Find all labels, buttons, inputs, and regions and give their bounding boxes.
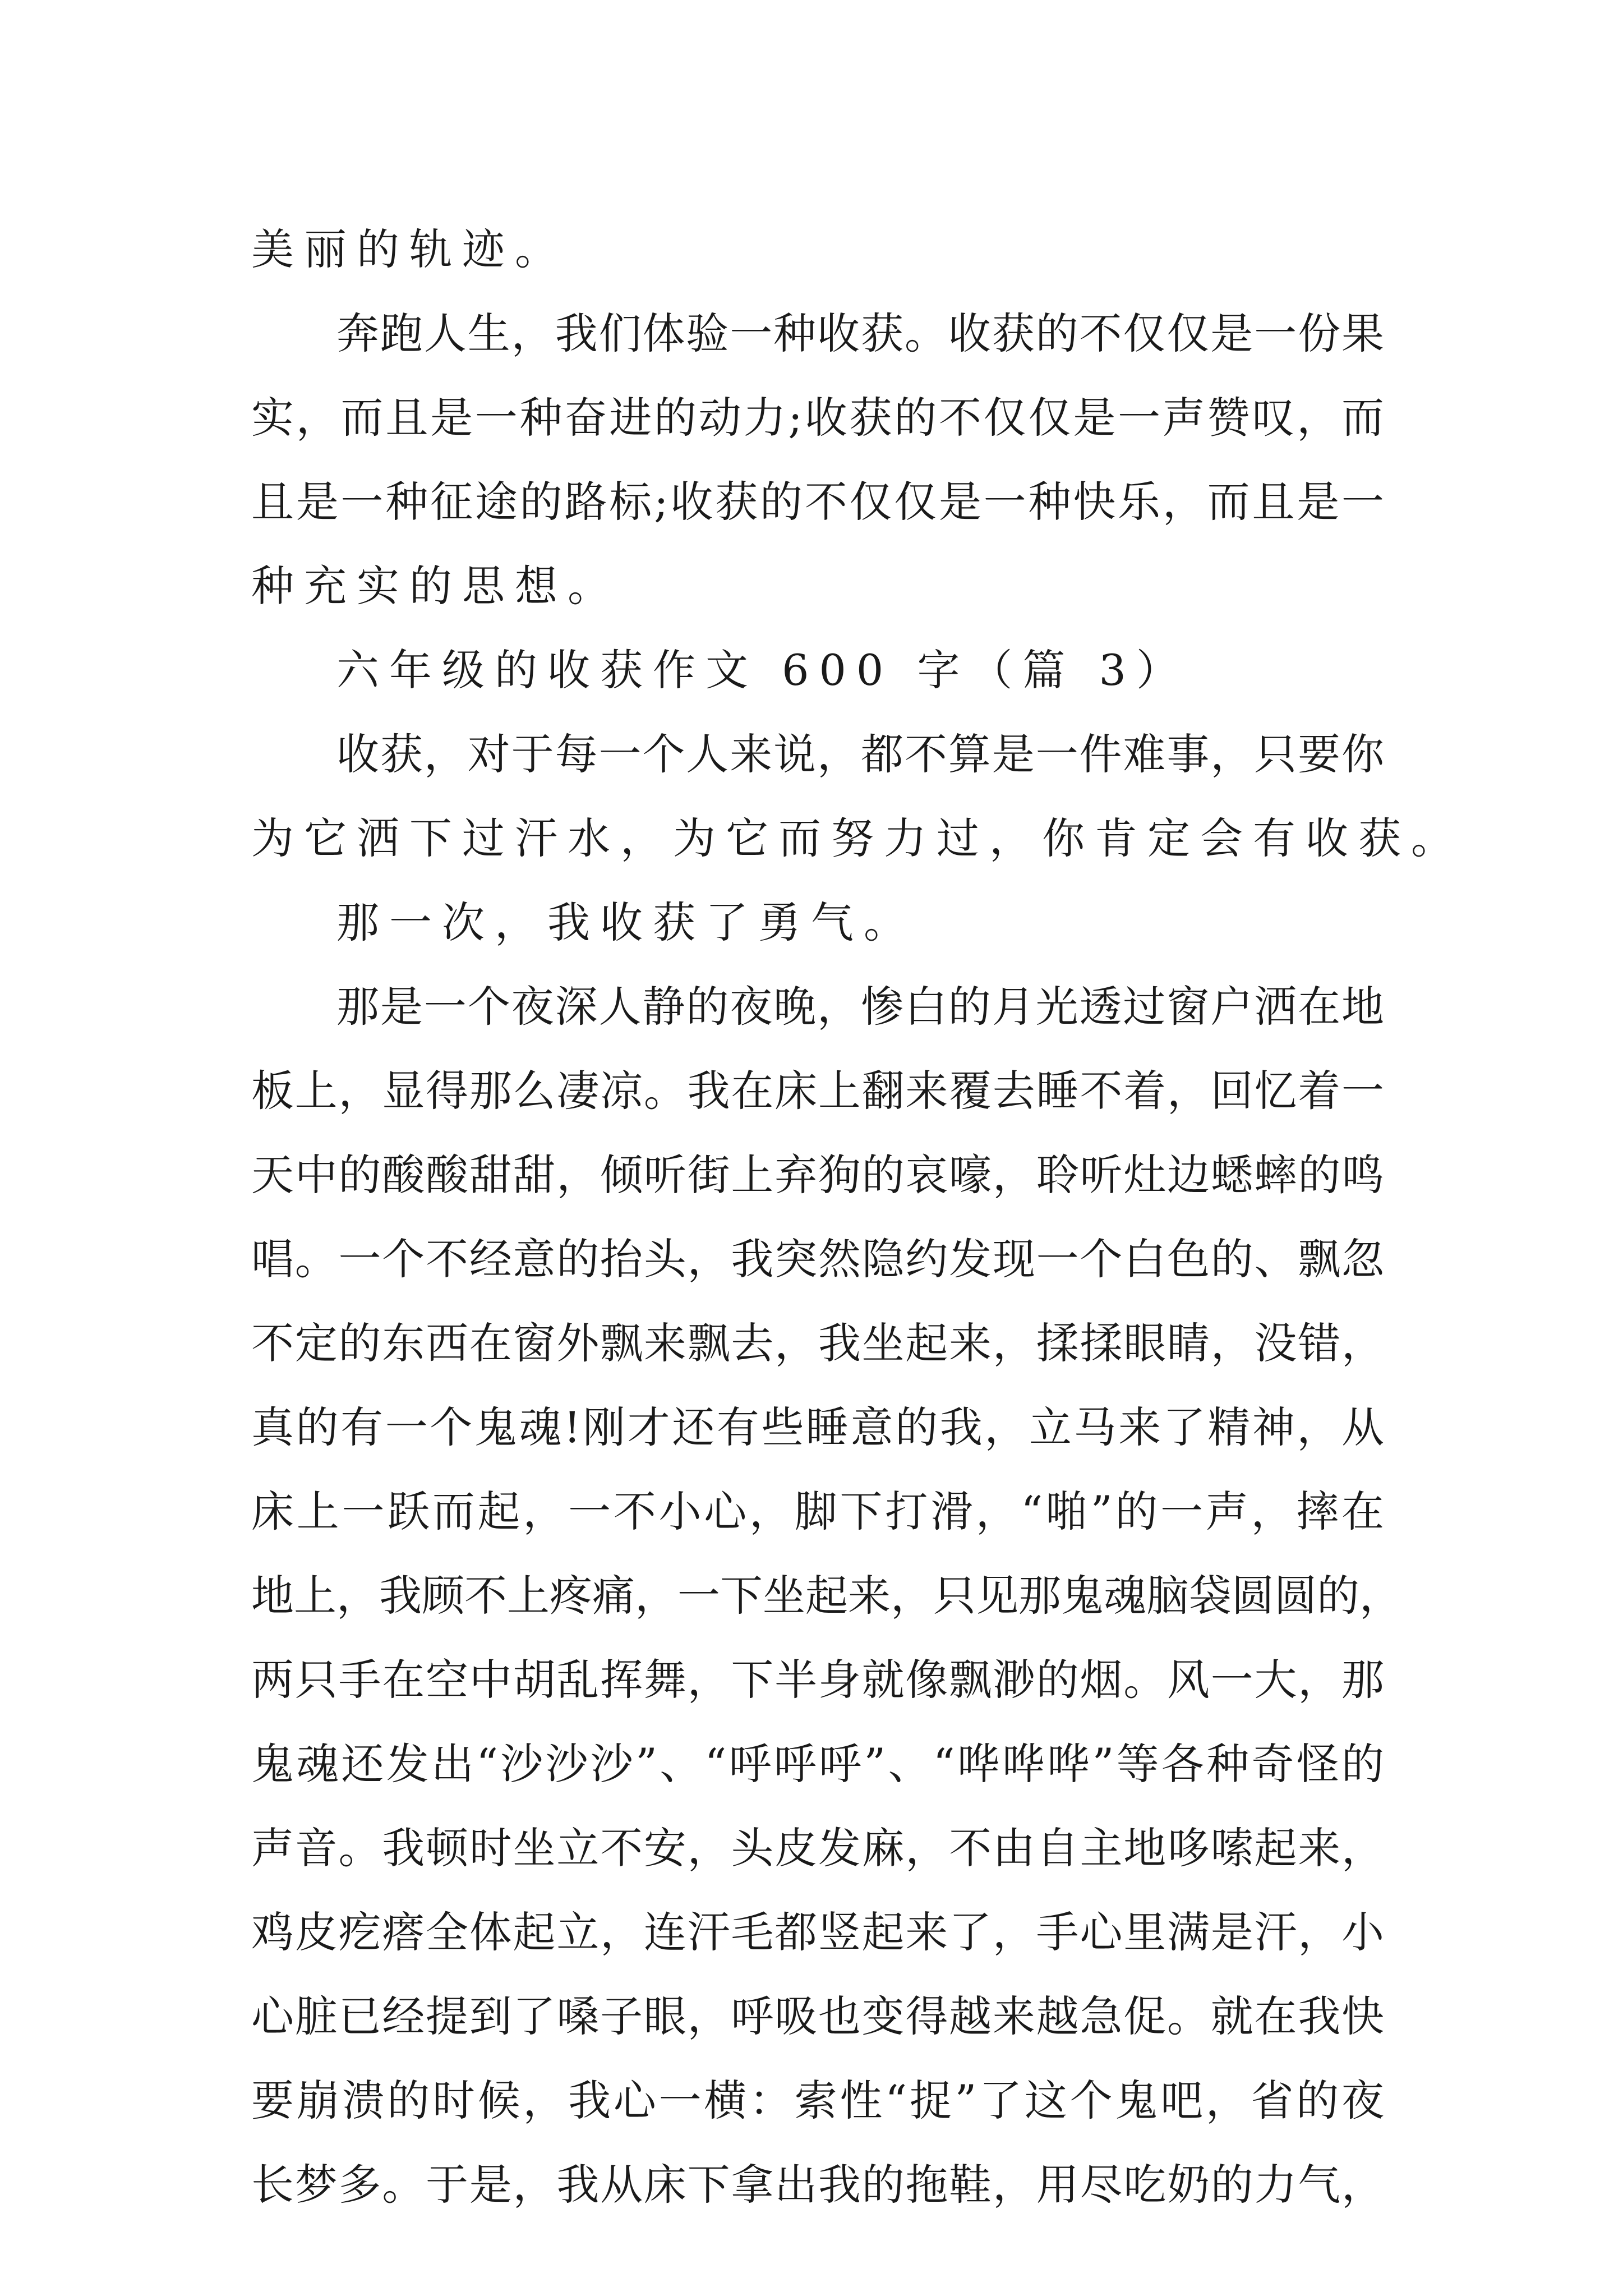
text-line: 实，而且是一种奋进的动力;收获的不仅仅是一声赞叹，而 [251, 393, 1384, 443]
text-line: 为它洒下过汗水，为它而努力过，你肯定会有收获。 [251, 813, 1464, 863]
text-line: 板上，显得那么凄凉。我在床上翻来覆去睡不着，回忆着一 [251, 1066, 1384, 1116]
text-line: 长梦多。于是，我从床下拿出我的拖鞋，用尽吃奶的力气， [251, 2160, 1384, 2210]
text-line: 美丽的轨迹。 [251, 224, 568, 274]
text-line: 那是一个夜深人静的夜晚，惨白的月光透过窗户洒在地 [336, 982, 1384, 1032]
text-line: 唱。一个不经意的抬头，我突然隐约发现一个白色的、飘忽 [251, 1234, 1384, 1284]
text-line: 声音。我顿时坐立不安，头皮发麻，不由自主地哆嗦起来， [251, 1823, 1384, 1873]
text-line: 床上一跃而起，一不小心，脚下打滑，“啪”的一声，摔在 [251, 1487, 1384, 1536]
text-line: 心脏已经提到了嗓子眼，呼吸也变得越来越急促。就在我快 [251, 1991, 1384, 2041]
text-line: 天中的酸酸甜甜，倾听街上弃狗的哀嚎，聆听灶边蟋蟀的鸣 [251, 1150, 1384, 1200]
text-line: 鬼魂还发出“沙沙沙”、“呼呼呼”、“哗哗哗”等各种奇怪的 [251, 1739, 1384, 1789]
text-line: 六年级的收获作文 600 字（篇 3） [336, 645, 1189, 695]
text-line: 不定的东西在窗外飘来飘去，我坐起来，揉揉眼睛，没错， [251, 1318, 1384, 1368]
text-line: 那一次，我收获了勇气。 [336, 898, 916, 947]
document-body [251, 208, 1464, 2227]
text-line: 收获，对于每一个人来说，都不算是一件难事，只要你 [336, 729, 1384, 779]
text-line: 且是一种征途的路标;收获的不仅仅是一种快乐，而且是一 [251, 477, 1384, 527]
text-line: 地上，我顾不上疼痛，一下坐起来，只见那鬼魂脑袋圆圆的， [251, 1571, 1402, 1621]
text-line: 两只手在空中胡乱挥舞，下半身就像飘渺的烟。风一大，那 [251, 1655, 1384, 1705]
text-line: 要崩溃的时候，我心一横：索性“捉”了这个鬼吧，省的夜 [251, 2076, 1384, 2125]
document-page [251, 208, 1464, 2227]
text-line: 真的有一个鬼魂!刚才还有些睡意的我，立马来了精神，从 [251, 1402, 1384, 1452]
text-line: 鸡皮疙瘩全体起立，连汗毛都竖起来了，手心里满是汗，小 [251, 1907, 1384, 1957]
text-line: 奔跑人生，我们体验一种收获。收获的不仅仅是一份果 [336, 309, 1384, 358]
text-line: 种充实的思想。 [251, 561, 620, 611]
